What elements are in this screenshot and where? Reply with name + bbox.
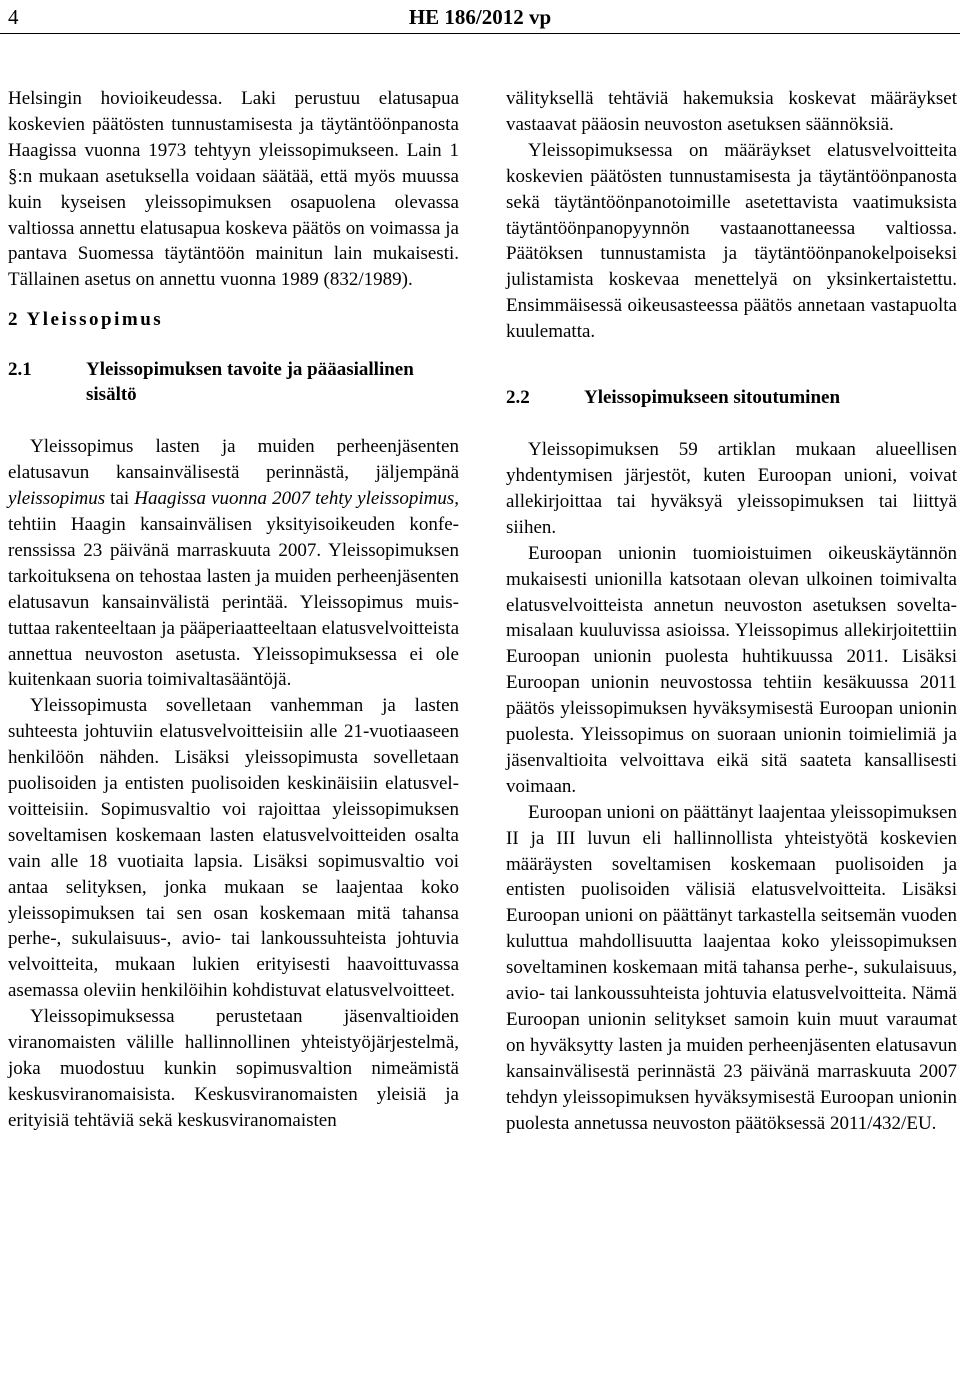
section-heading: 2 Yleissopimus	[8, 309, 164, 331]
paragraph: Helsingin hovioikeudessa. Laki perustuu elatusapua koskevien päätösten tunnustamisesta ja täytäntöönpanosta Haagissa vuonna 1973 tehtyyn yleissopimukseen. Lain 1 §:n mukaan asetuksella voidaan säätää, että myös muussa kuin kyseisen yleissopimuksen osapuolena olevassa valtiossa annettu elatusapua koskeva päätös on voimassa ja pantava Suomessa täytäntöön mainitun lain mukaisesti. Tällainen asetus on annettu vuonna 1989 (832/1989).	[8, 88, 459, 291]
subsection-number: 2.1	[8, 359, 32, 381]
subsection-number: 2.2	[506, 387, 530, 409]
paragraph: Yleissopimuksen 59 artiklan mukaan alueellisen yhdentymisen järjestöt, kuten Euroopan unioni, voivat allekirjoittaa tai hyväksyä yleissopimuksen tai liittyä siihen.	[506, 439, 957, 538]
document-id: HE 186/2012 vp	[408, 5, 552, 29]
spacer	[506, 410, 957, 437]
subsection-title: Yleissopimuksen tavoite ja pääasiallinen sisältö	[86, 359, 414, 406]
subsection-title: Yleissopimukseen sitoutuminen	[584, 387, 841, 409]
subsection-heading	[8, 357, 459, 407]
right-column	[506, 86, 957, 1137]
left-column	[8, 86, 459, 1134]
text-run: , tehtiin Haagin kansainvälisen yksityisoikeuden konferenssissa 23 päivänä marraskuuta 2007. Yleissopimuksen tarkoituksena on tehostaa lasten ja muiden perheenjäsenten elatusavun kansainvälistä perintää. Yleissopimus muistuttaa rakenteeltaan ja pääperiaatteeltaan elatusvelvoitteista annettua neuvoston asetusta. Yleissopimuksessa ei ole kuitenkaan suoria toimivaltasääntöjä.	[8, 488, 459, 691]
paragraph: Yleissopimuksessa perustetaan jäsenvaltioiden viranomaisten välille hallinnollinen yhteistyöjärjestelmä, joka muodostuu kunkin sopimusvaltion nimeämistä keskusviranomaisista. Keskusviranomaisten yleisiä ja erityisiä tehtäviä sekä keskusviranomaisten	[8, 1006, 459, 1131]
page-number: 4	[8, 5, 19, 29]
header-divider	[0, 33, 960, 34]
paragraph: Yleissopimusta sovelletaan vanhemman ja lasten suhteesta johtuviin elatusvelvoitteisiin alle 21-vuotiaaseen henkilöön nähden. Lisäksi yleissopimusta sovelletaan puolisoiden ja entisten puolisoiden keskinäisiin elatusvelvoitteisiin. Sopimusvaltio voi rajoittaa yleissopimuksen soveltamisen koskemaan lasten elatusvelvoitteiden osalta vain alle 18 vuotiaita lapsia. Lisäksi sopimusvaltio voi antaa selityksen, jonka mukaan se laajentaa koko yleissopimuksen tai sen osan koskemaan mitä tahansa perhe-, sukulaisuus-, avio- tai lankoussuhteista johtuvia velvoitteita, mukaan lukien erityisesti haavoittuvassa asemassa oleviin henkilöihin kohdistuvat elatusvelvoitteet.	[8, 695, 459, 1002]
paragraph: välityksellä tehtäviä hakemuksia koskevat määräykset vastaavat pääosin neuvoston asetuksen säännöksiä.	[506, 88, 957, 135]
subsection-heading	[506, 385, 957, 410]
paragraph	[8, 434, 459, 693]
text-run: Yleissopimus lasten ja muiden perheenjäsenten elatusavun kansainvälisestä perinnästä, jäljempänä	[8, 436, 459, 484]
italic-term: Haagissa vuonna 2007 tehty yleissopimus	[134, 488, 455, 510]
paragraph: Euroopan unionin tuomioistuimen oikeuskäytännön mukaisesti unionilla katsotaan olevan ulkoinen toimivalta elatusvelvoitteista annetun neuvoston asetuksen soveltamisalaan kuuluvissa asioissa. Yleissopimus allekirjoitettiin Euroopan unionin puolesta huhtikuussa 2011. Lisäksi Euroopan unionin neuvostossa tehtiin kesäkuussa 2011 päätös yleissopimuksen hyväksymisestä Euroopan unionin puolesta. Yleissopimus on suoraan unionin toimielimiä ja jäsenvaltioita velvoittava eikä sitä saateta kansallisesti voimaan.	[506, 542, 957, 797]
spacer	[8, 407, 459, 434]
paragraph: Yleissopimuksessa on määräykset elatusvelvoitteita koskevien päätösten tunnustamisesta ja täytäntöönpanosta sekä täytäntöönpanotoimille asetettavista vaatimuksista täytäntöönpanopyynnön vastaanottaneessa valtiossa. Päätöksen tunnustamista ja täytäntöönpanokelpoiseksi julistamista koskevaa menettelyä on yksinkertaistettu. Ensimmäisessä oikeusasteessa päätös annetaan vastapuolta kuulematta.	[506, 139, 957, 343]
italic-term: yleissopimus	[8, 488, 106, 510]
text-run: tai	[105, 488, 135, 510]
paragraph: Euroopan unioni on päättänyt laajentaa yleissopimuksen II ja III luvun eli hallinnollista yhteistyötä koskevien määräysten soveltamisen koskemaan puolisoiden ja entisten puolisoiden välisiä elatusvelvoitteita. Lisäksi Euroopan unioni on päättänyt tarkastella seitsemän vuoden kuluttua mahdollisuutta laajentaa koko yleissopimuksen soveltaminen koskemaan mitä tahansa perhe-, sukulaisuus, avio- tai lankoussuhteista johtuvia elatusvelvoitteita. Nämä Euroopan unionin selitykset samoin kuin muut varaumat on hyväksytty lasten ja muiden perheenjäsenten elatusavun kansainvälisestä perinnästä 23 päivänä marraskuuta 2007 tehdyn yleissopimuksen hyväksymisestä Euroopan unionin puolesta annetussa neuvoston päätöksessä 2011/432/EU.	[506, 801, 957, 1134]
